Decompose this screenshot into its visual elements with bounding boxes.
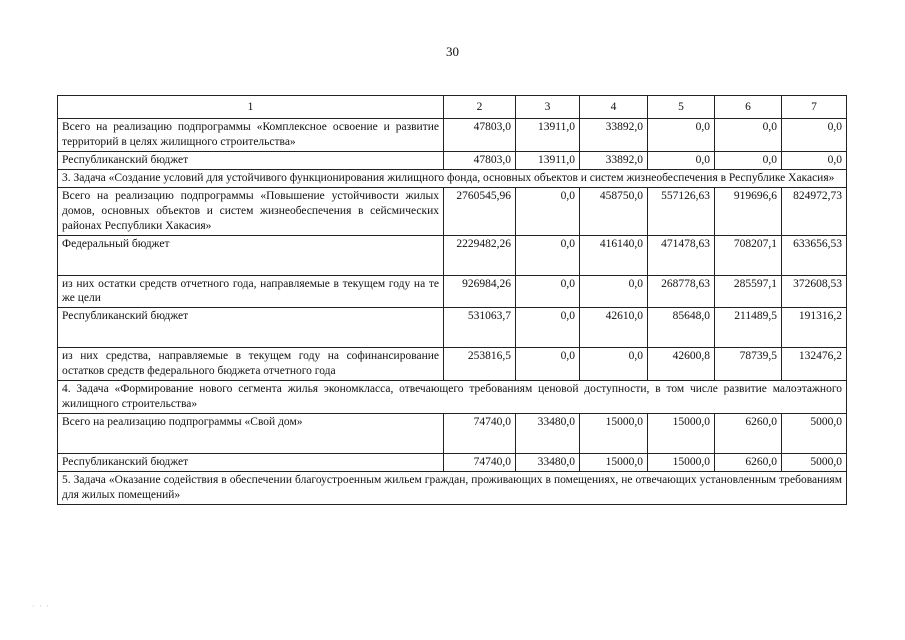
value-cell: 0,0 — [782, 119, 847, 152]
value-cell: 919696,6 — [715, 187, 782, 235]
value-cell: 416140,0 — [580, 235, 648, 275]
header-row — [58, 96, 847, 119]
column-header: 7 — [782, 96, 847, 119]
value-cell: 0,0 — [782, 151, 847, 169]
value-cell: 6260,0 — [715, 414, 782, 454]
table-row — [58, 235, 847, 275]
column-header: 1 — [58, 96, 444, 119]
value-cell: 74740,0 — [444, 414, 516, 454]
page-number: 30 — [446, 44, 459, 59]
task-heading: 4. Задача «Формирование нового сегмента жилья экономкласса, отвечающего требованиям ценовой доступности, в том числе развитие малоэтажного жилищного строительства» — [58, 381, 847, 414]
row-label — [58, 151, 444, 169]
row-label-text: из них остатки средств отчетного года, направляемые в текущем году на те же цели — [62, 277, 439, 305]
task-heading: 5. Задача «Оказание содействия в обеспечении благоустроенным жильем граждан, проживающих в помещениях, не отвечающих установленным требованиям для жилых помещений» — [58, 471, 847, 504]
table-row — [58, 151, 847, 169]
value-cell: 2229482,26 — [444, 235, 516, 275]
value-cell: 0,0 — [648, 151, 715, 169]
value-cell: 33480,0 — [516, 414, 580, 454]
row-label-text: из них средства, направляемые в текущем году на софинансирование остатков средств федерального бюджета отчетного года — [62, 350, 439, 378]
value-cell: 531063,7 — [444, 308, 516, 348]
row-label — [58, 414, 444, 454]
row-label — [58, 119, 444, 152]
value-cell: 13911,0 — [516, 151, 580, 169]
table-row — [58, 187, 847, 235]
table-row — [58, 275, 847, 308]
row-spacer — [62, 430, 439, 452]
row-label — [58, 187, 444, 235]
table-row — [58, 414, 847, 454]
column-header: 5 — [648, 96, 715, 119]
value-cell: 78739,5 — [715, 348, 782, 381]
row-label-text: Республиканский бюджет — [62, 153, 189, 166]
value-cell: 33892,0 — [580, 119, 648, 152]
value-cell: 926984,26 — [444, 275, 516, 308]
value-cell: 0,0 — [516, 348, 580, 381]
row-label-text: Федеральный бюджет — [62, 237, 170, 250]
value-cell: 0,0 — [580, 275, 648, 308]
value-cell: 13911,0 — [516, 119, 580, 152]
value-cell: 47803,0 — [444, 151, 516, 169]
row-label-text: Всего на реализацию подпрограммы «Комплексное освоение и развитие территорий в целях жилищного строительства» — [62, 121, 439, 148]
row-label — [58, 235, 444, 275]
value-cell: 471478,63 — [648, 235, 715, 275]
scan-mark: · · · — [32, 602, 50, 611]
value-cell: 285597,1 — [715, 275, 782, 308]
table-row — [58, 308, 847, 348]
value-cell: 708207,1 — [715, 235, 782, 275]
value-cell: 42610,0 — [580, 308, 648, 348]
value-cell: 85648,0 — [648, 308, 715, 348]
column-header: 4 — [580, 96, 648, 119]
task-row — [58, 381, 847, 414]
value-cell: 15000,0 — [580, 414, 648, 454]
row-label-text: Республиканский бюджет — [62, 456, 189, 468]
value-cell: 47803,0 — [444, 119, 516, 152]
value-cell: 0,0 — [648, 119, 715, 152]
table-row — [58, 348, 847, 381]
value-cell: 633656,53 — [782, 235, 847, 275]
row-label — [58, 454, 444, 472]
value-cell: 0,0 — [715, 119, 782, 152]
task-heading: 3. Задача «Создание условий для устойчивого функционирования жилищного фонда, основных объектов и систем жизнеобеспечения в Республике Хакасия» — [58, 169, 847, 187]
value-cell: 5000,0 — [782, 414, 847, 454]
table-row — [58, 119, 847, 152]
row-label — [58, 348, 444, 381]
value-cell: 0,0 — [715, 151, 782, 169]
column-header: 3 — [516, 96, 580, 119]
value-cell: 0,0 — [516, 235, 580, 275]
column-header: 6 — [715, 96, 782, 119]
row-label-text: Республиканский бюджет — [62, 310, 189, 323]
value-cell: 557126,63 — [648, 187, 715, 235]
value-cell: 268778,63 — [648, 275, 715, 308]
row-spacer — [62, 252, 439, 274]
value-cell: 0,0 — [516, 187, 580, 235]
value-cell: 132476,2 — [782, 348, 847, 381]
value-cell: 0,0 — [580, 348, 648, 381]
value-cell: 6260,0 — [715, 454, 782, 472]
value-cell: 824972,73 — [782, 187, 847, 235]
value-cell: 74740,0 — [444, 454, 516, 472]
table-row — [58, 454, 847, 472]
value-cell: 15000,0 — [648, 454, 715, 472]
value-cell: 5000,0 — [782, 454, 847, 472]
row-label — [58, 275, 444, 308]
value-cell: 211489,5 — [715, 308, 782, 348]
value-cell: 372608,53 — [782, 275, 847, 308]
value-cell: 253816,5 — [444, 348, 516, 381]
row-label — [58, 308, 444, 348]
value-cell: 191316,2 — [782, 308, 847, 348]
row-label-text: Всего на реализацию подпрограммы «Свой дом» — [62, 416, 303, 429]
value-cell: 33892,0 — [580, 151, 648, 169]
value-cell: 42600,8 — [648, 348, 715, 381]
value-cell: 33480,0 — [516, 454, 580, 472]
value-cell: 0,0 — [516, 308, 580, 348]
value-cell: 15000,0 — [580, 454, 648, 472]
column-header: 2 — [444, 96, 516, 119]
task-row — [58, 471, 847, 504]
budget-table — [57, 95, 847, 505]
value-cell: 2760545,96 — [444, 187, 516, 235]
value-cell: 458750,0 — [580, 187, 648, 235]
row-spacer — [62, 324, 439, 346]
value-cell: 0,0 — [516, 275, 580, 308]
value-cell: 15000,0 — [648, 414, 715, 454]
task-row — [58, 169, 847, 187]
row-label-text: Всего на реализацию подпрограммы «Повышение устойчивости жилых домов, основных объектов и систем жизнеобеспечения в сейсмических районах Республики Хакасия» — [62, 189, 439, 232]
